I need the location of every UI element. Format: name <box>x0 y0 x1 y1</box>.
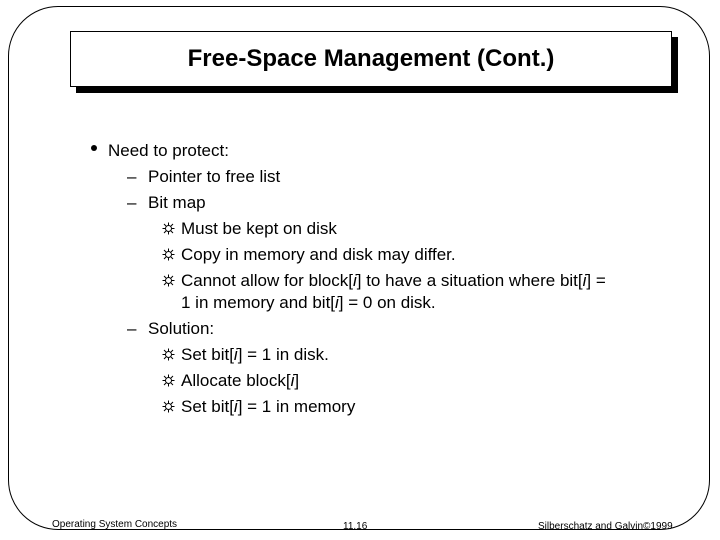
item-set-bit-memory <box>181 397 355 417</box>
text-part: ] = 0 on disk. <box>338 293 436 312</box>
text-part: ] = 1 in disk. <box>237 345 329 364</box>
item-copy-in-memory: Copy in memory and disk may differ. <box>181 245 456 264</box>
item-allocate-block <box>181 371 299 391</box>
footer-page-number: 11.16 <box>343 521 368 532</box>
dash-icon: – <box>127 319 137 338</box>
index-i: i <box>582 271 587 290</box>
text-part: Set bit[ <box>181 345 234 364</box>
sun-bullet-icon <box>162 400 175 413</box>
text-part: ] = 1 in memory <box>237 397 356 416</box>
index-i: i <box>290 371 295 390</box>
text-part: Set bit[ <box>181 397 234 416</box>
index-i: i <box>352 271 357 290</box>
footer-right: Silberschatz and Galvin©1999 <box>538 521 673 532</box>
sun-bullet-icon <box>162 274 175 287</box>
subitem-solution: Solution: <box>148 319 215 338</box>
index-i: i <box>233 397 238 416</box>
index-i: i <box>233 345 238 364</box>
item-set-bit-disk <box>181 345 329 365</box>
index-i: i <box>335 293 339 312</box>
sun-bullet-icon <box>162 348 175 361</box>
text-part: 1 in memory and bit[ <box>181 293 336 312</box>
slide-title: Free-Space Management (Cont.) <box>187 45 555 72</box>
bullet-need-to-protect: Need to protect: <box>108 141 229 160</box>
dash-icon: – <box>127 193 137 212</box>
text-part: Allocate block[ <box>181 371 291 390</box>
text-part: ] to have a situation where bit[ <box>356 271 583 290</box>
footer-left: Operating System Concepts <box>52 519 178 530</box>
text-part: Cannot allow for block[ <box>181 271 353 290</box>
sun-bullet-icon <box>162 222 175 235</box>
dash-icon: – <box>127 167 137 186</box>
sun-bullet-icon <box>162 374 175 387</box>
sun-bullet-icon <box>162 248 175 261</box>
subitem-bit-map: Bit map <box>148 193 206 212</box>
subitem-pointer-free-list: Pointer to free list <box>148 167 281 186</box>
item-must-be-kept-on-disk: Must be kept on disk <box>181 219 337 238</box>
item-cannot-allow-cont <box>181 293 436 313</box>
text-part: ] = <box>586 271 606 290</box>
bullet-dot-icon <box>91 145 97 151</box>
item-cannot-allow <box>181 271 606 291</box>
text-part: ] <box>294 371 300 390</box>
